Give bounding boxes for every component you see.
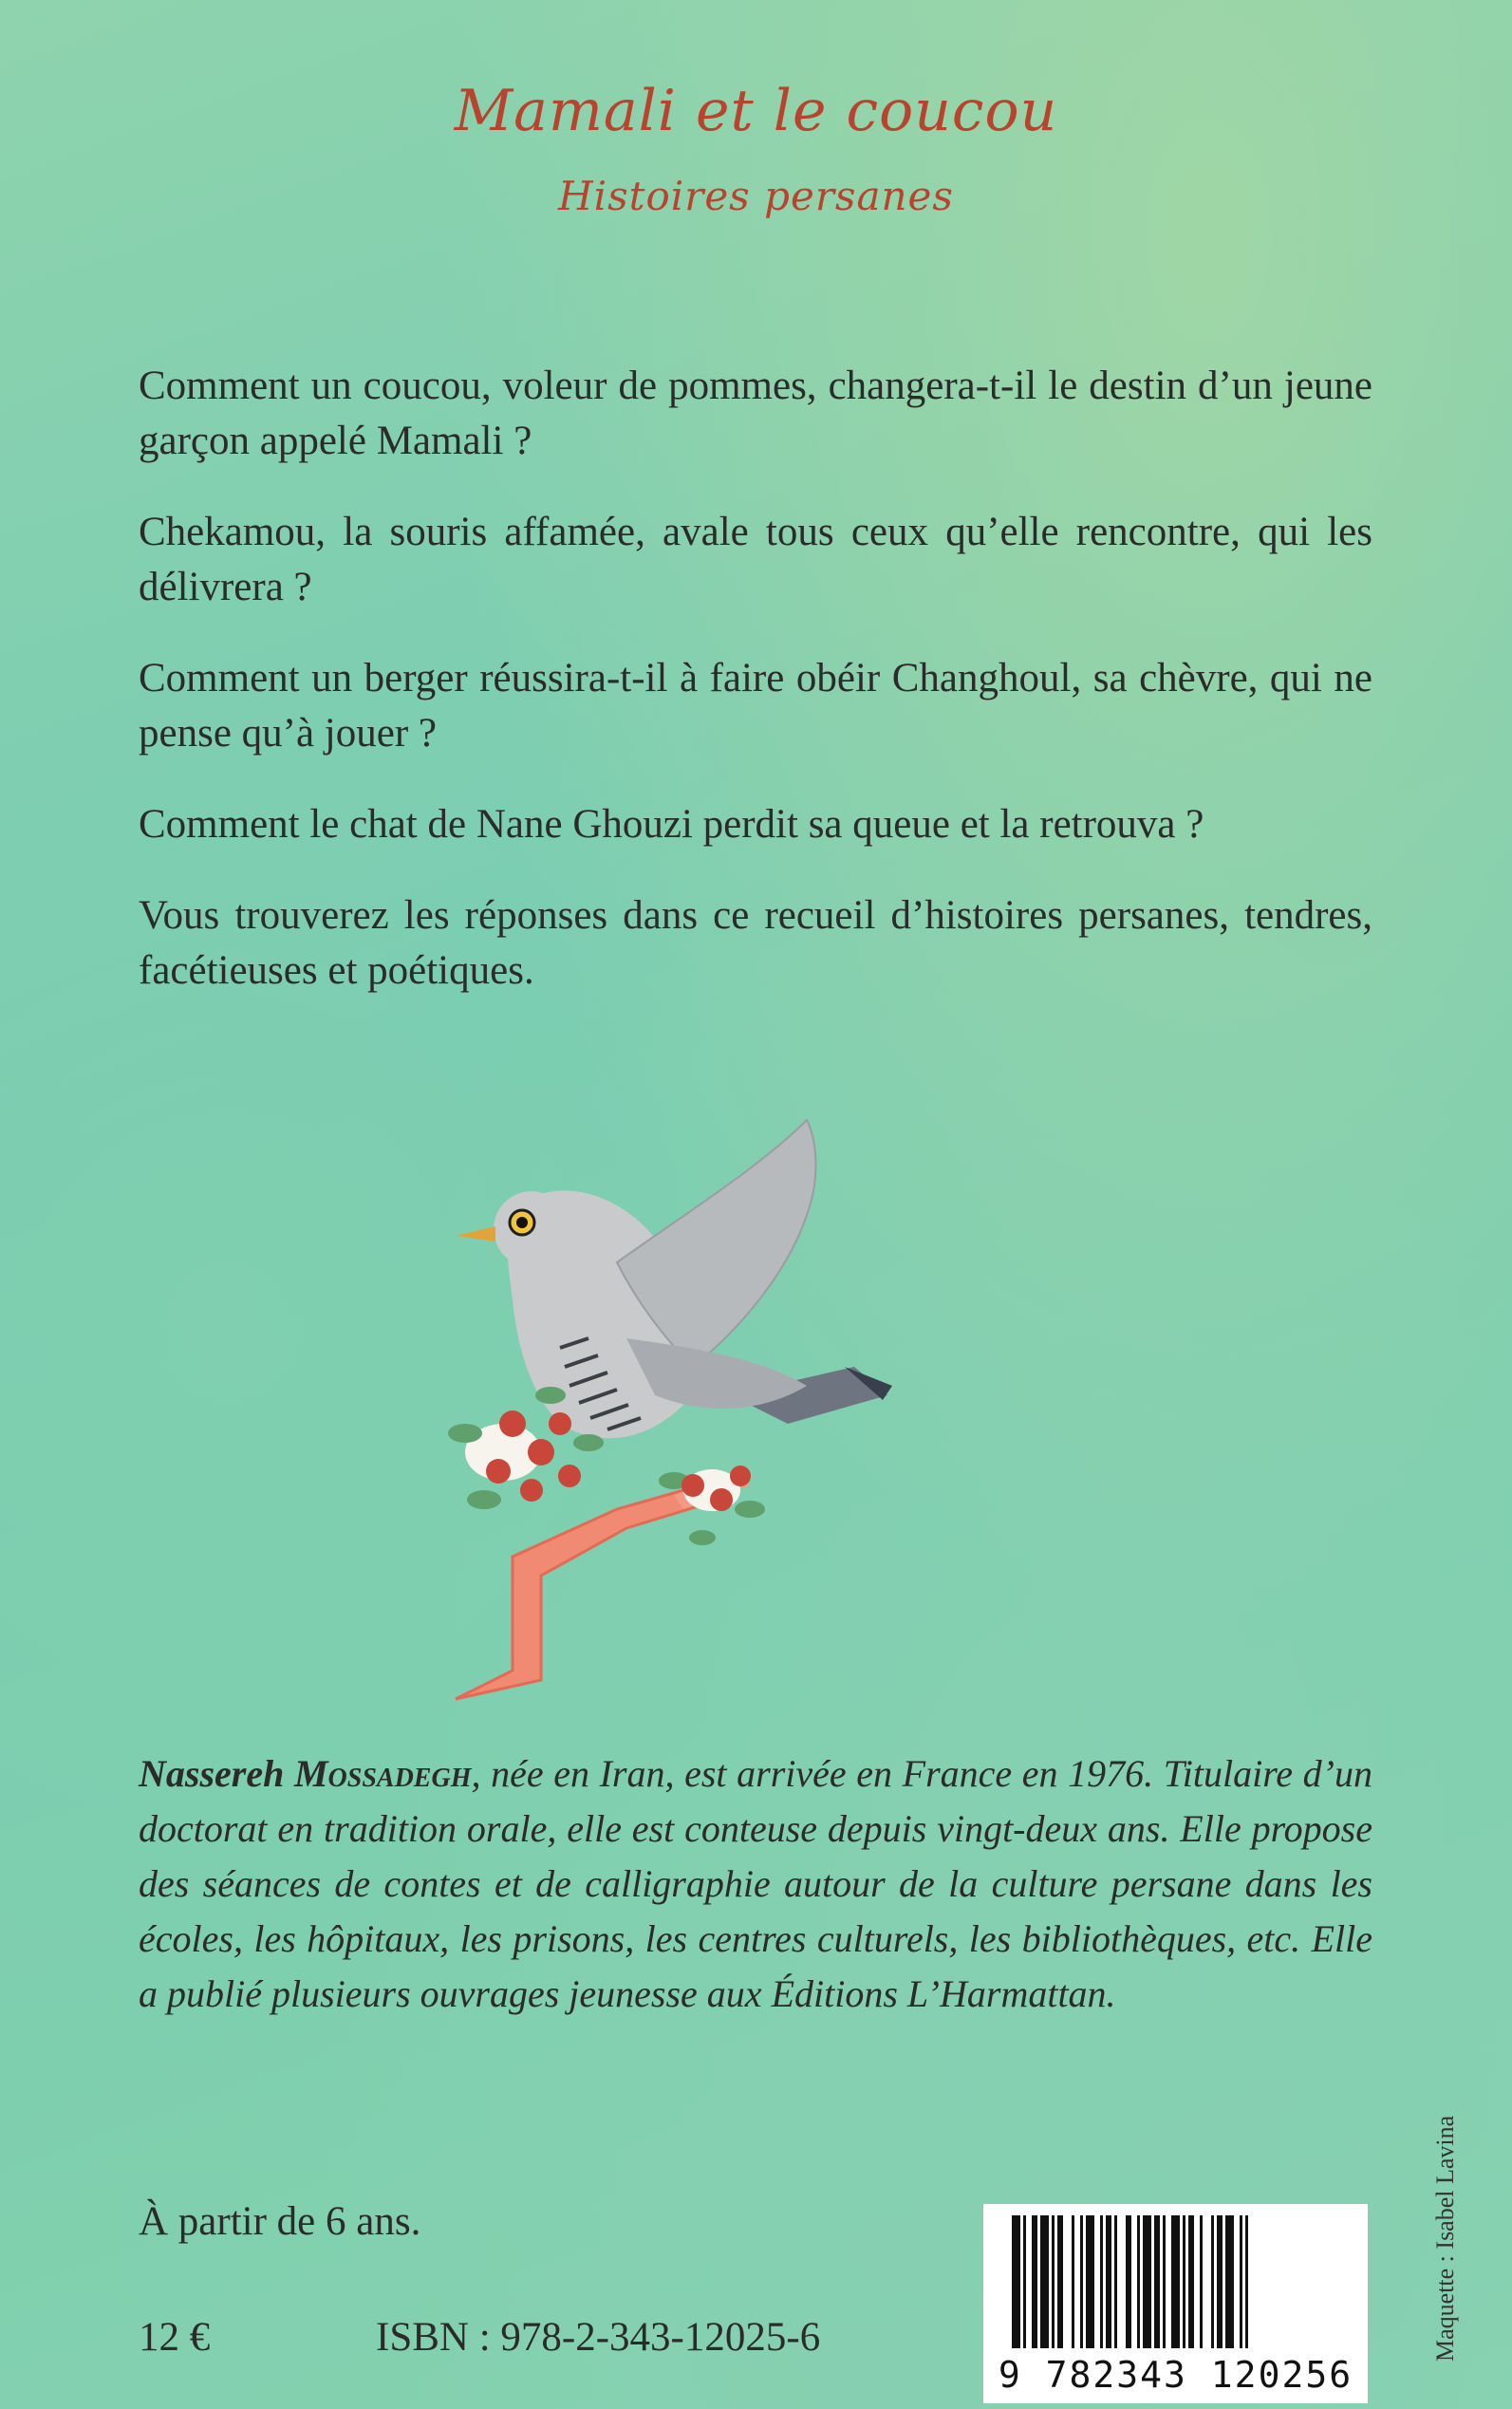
author-bio-text: , née en Iran, est arrivée en France en 1976. Titulaire d’un doctorat en tradition orale, elle est conteuse depuis vingt-deux ans. Elle propose des séances de contes et de calligraphie autour de la culture persane dans les écoles, les hôpitaux, les prisons, les centres culturels, les bibliothèques, etc. Elle a publié plusieurs ouvrages jeunesse aux Éditions L’Harmattan.: [139, 1752, 1372, 2015]
barcode-bar: [1080, 2215, 1083, 2348]
barcode-bar: [1040, 2215, 1049, 2348]
cuckoo-on-branch-illustration: [446, 1111, 1035, 1709]
barcode-bar: [1023, 2215, 1026, 2348]
author-first-name: Nassereh: [139, 1752, 285, 1795]
barcode-bar: [1100, 2215, 1103, 2348]
barcode-digits: 9 782343 120256: [998, 2354, 1353, 2396]
price: 12 €: [139, 2315, 211, 2360]
barcode-bar: [1032, 2215, 1037, 2348]
barcode-bar: [1163, 2215, 1166, 2348]
barcode: [983, 2204, 1368, 2403]
book-subtitle: Histoires persanes: [558, 173, 954, 219]
barcode-bar: [1072, 2215, 1074, 2348]
age-range: À partir de 6 ans.: [139, 2199, 421, 2244]
barcode-bar: [1188, 2215, 1194, 2348]
author-bio: [139, 1746, 1372, 2022]
blurb-paragraph: Comment le chat de Nane Ghouzi perdit sa queue et la retrouva ?: [139, 802, 1204, 847]
author-last-name: Mossadegh: [293, 1752, 472, 1795]
barcode-bar: [1171, 2215, 1180, 2348]
barcode-bar: [1052, 2215, 1055, 2348]
back-cover-blurb: [139, 359, 1372, 1035]
layout-credit: Maquette : Isabel Lavina: [1431, 2115, 1459, 2362]
barcode-bar: [1106, 2215, 1111, 2348]
blurb-paragraph: Comment un berger réussira-t-il à faire obéir Changhoul, sa chèvre, qui ne pense qu’à jouer ?: [139, 656, 1372, 756]
barcode-bar: [1114, 2215, 1117, 2348]
barcode-bar: [1240, 2215, 1242, 2348]
barcode-bar: [1137, 2215, 1140, 2348]
barcode-bar: [1126, 2215, 1131, 2348]
barcode-bar: [1012, 2215, 1020, 2348]
barcode-bar: [1154, 2215, 1160, 2348]
barcode-bar: [1086, 2215, 1094, 2348]
barcode-bar: [1200, 2215, 1203, 2348]
bird-beak: [456, 1226, 495, 1242]
barcode-bar: [1211, 2215, 1214, 2348]
barcode-bar: [1245, 2215, 1248, 2348]
blurb-paragraph: Comment un coucou, voleur de pommes, changera-t-il le destin d’un jeune garçon appelé Mamali ?: [139, 364, 1372, 463]
barcode-bar: [1057, 2215, 1063, 2348]
bird-pupil: [516, 1217, 528, 1228]
barcode-bar: [1217, 2215, 1223, 2348]
branch-shape: [456, 1490, 695, 1699]
barcode-bars: [983, 2204, 1368, 2356]
blurb-paragraph: Chekamou, la souris affamée, avale tous ceux qu’elle rencontre, qui les délivrera ?: [139, 510, 1372, 609]
barcode-bar: [1183, 2215, 1185, 2348]
barcode-bar: [1143, 2215, 1151, 2348]
barcode-bar: [1225, 2215, 1234, 2348]
isbn: ISBN : 978-2-343-12025-6: [376, 2315, 821, 2360]
blurb-paragraph: Vous trouverez les réponses dans ce recueil d’histoires persanes, tendres, facétieuses et poétiques.: [139, 893, 1372, 993]
book-title: Mamali et le coucou: [454, 78, 1058, 144]
